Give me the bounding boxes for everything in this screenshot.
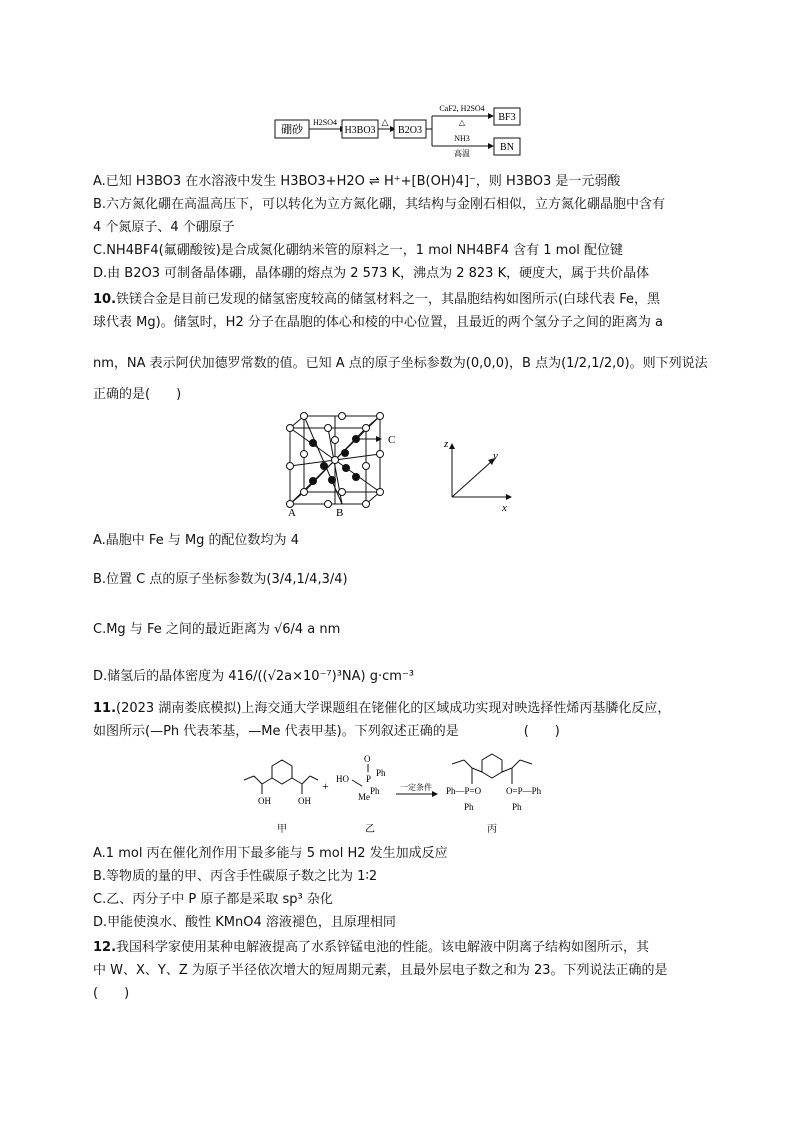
- q11-option-c: C.乙、丙分子中 P 原子都是采取 sp³ 杂化: [93, 892, 333, 907]
- q12-stem-line2: 中 W、X、Y、Z 为原子半径依次增大的短周期元素，且最外层电子数之和为 23。下列说法正确的是: [93, 963, 668, 978]
- q11-stem-line1: [93, 700, 670, 718]
- svg-text:O: O: [364, 754, 371, 764]
- label-a: A: [288, 507, 296, 519]
- svg-text:Ph: Ph: [464, 802, 474, 812]
- q11-option-d: D.甲能使溴水、酸性 KMnO4 溶液褪色，且原理相同: [93, 915, 396, 930]
- svg-text:Ph: Ph: [512, 802, 522, 812]
- q10-line1-text: 铁镁合金是目前已发现的储氢密度较高的储氢材料之一，其晶胞结构如图所示(白球代表 Fe，黑: [116, 292, 661, 307]
- q10-option-d: D.储氢后的晶体密度为 416/((√2a×10⁻⁷)³NA) g·cm⁻³: [93, 669, 415, 684]
- flow-lower-cond: NH3: [454, 134, 470, 143]
- q11-stem-line2: 如图所示(—Ph 代表苯基，—Me 代表甲基)。下列叙述正确的是 ( ): [93, 724, 560, 739]
- flow-box-h3bo3: H3BO3: [344, 125, 376, 136]
- svg-text:OH: OH: [258, 796, 271, 806]
- q10-stem-line4: 正确的是( ): [93, 387, 182, 402]
- svg-text:Ph—P=O: Ph—P=O: [446, 786, 482, 796]
- q9-option-a: A.已知 H3BO3 在水溶液中发生 H3BO3+H2O ⇌ H⁺+[B(OH)4]⁻，则 H3BO3 是一元弱酸: [93, 174, 621, 189]
- svg-text:P: P: [366, 774, 372, 784]
- q11-number: 11.: [93, 701, 117, 716]
- q10-option-c: C.Mg 与 Fe 之间的最近距离为 √6/4 a nm: [93, 622, 341, 637]
- svg-text:Ph: Ph: [376, 768, 386, 778]
- q9-option-d: D.由 B2O3 可制备晶体硼，晶体硼的熔点为 2 573 K，沸点为 2 823 K，硬度大，属于共价晶体: [93, 266, 650, 281]
- reaction-scheme: [230, 750, 570, 840]
- coordinate-axes: [440, 435, 520, 515]
- q12-stem-line3: ( ): [93, 986, 130, 1001]
- q10-stem-line3: nm，NA 表示阿伏加德罗常数的值。已知 A 点的原子坐标参数为(0,0,0)，B 点为(1/2,1/2,0)。则下列说法: [93, 356, 708, 371]
- flow-lower-cond2: 高温: [454, 149, 470, 158]
- crystal-cell-diagram: [280, 410, 420, 520]
- flow-heat: △: [381, 117, 389, 127]
- flow-start: 硼砂: [281, 124, 303, 136]
- q11-option-a: A.1 mol 丙在催化剂作用下最多能与 5 mol H2 发生加成反应: [93, 846, 448, 861]
- svg-text:OH: OH: [298, 796, 311, 806]
- q10-stem-line1: [93, 291, 660, 309]
- q10-option-a: A.晶胞中 Fe 与 Mg 的配位数均为 4: [93, 533, 299, 548]
- label-jia: 甲: [277, 824, 287, 835]
- svg-text:Ph: Ph: [370, 786, 380, 796]
- label-bing: 丙: [487, 824, 497, 835]
- q10-stem-line2: 球代表 Mg)。储氢时，H2 分子在晶胞的体心和棱的中心位置，且最近的两个氢分子之间的距离为 a: [93, 315, 663, 330]
- axis-z: z: [444, 438, 449, 450]
- axis-x: x: [502, 502, 507, 514]
- q10-number: 10.: [93, 292, 117, 307]
- label-yi: 乙: [365, 824, 375, 835]
- label-c: C: [388, 434, 396, 446]
- q12-number: 12.: [93, 940, 117, 955]
- flow-upper-heat: △: [458, 118, 466, 127]
- flow-upper-cond: CaF2, H2SO4: [439, 104, 485, 113]
- q9-option-b-line2: 4 个氮原子、4 个硼原子: [93, 220, 235, 235]
- svg-text:+: +: [322, 779, 329, 793]
- svg-text:O=P—Ph: O=P—Ph: [506, 786, 542, 796]
- flow-box-b2o3: B2O3: [398, 125, 422, 136]
- q11-option-b: B.等物质的量的甲、丙含手性碳原子数之比为 1∶2: [93, 869, 378, 884]
- flow-product-bn: BN: [500, 142, 514, 153]
- q9-option-c: C.NH4BF4(氟硼酸铵)是合成氮化硼纳米管的原料之一，1 mol NH4BF4 含有 1 mol 配位键: [93, 243, 624, 258]
- flow-product-bf3: BF3: [498, 112, 516, 123]
- q12-stem-line1: [93, 939, 649, 957]
- reaction-condition: 一定条件: [400, 783, 432, 792]
- flow-reagent1: H2SO4: [312, 118, 338, 127]
- q9-option-b-line1: B.六方氮化硼在高温高压下，可以转化为立方氮化硼，其结构与金刚石相似，立方氮化硼晶胞中含有: [93, 197, 666, 212]
- q12-line1-text: 我国科学家使用某种电解液提高了水系锌锰电池的性能。该电解液中阴离子结构如图所示，其: [116, 940, 650, 955]
- q11-line1-text: (2023 湖南娄底模拟)上海交通大学课题组在铑催化的区域成功实现对映选择性烯丙基膦化反应，: [116, 701, 671, 716]
- q10-option-b: B.位置 C 点的原子坐标参数为(3/4,1/4,3/4): [93, 572, 348, 587]
- svg-text:Me: Me: [358, 792, 370, 802]
- axis-y: y: [493, 450, 498, 462]
- svg-text:HO: HO: [336, 774, 349, 784]
- boron-flow-diagram: [270, 100, 530, 160]
- label-b: B: [336, 507, 344, 519]
